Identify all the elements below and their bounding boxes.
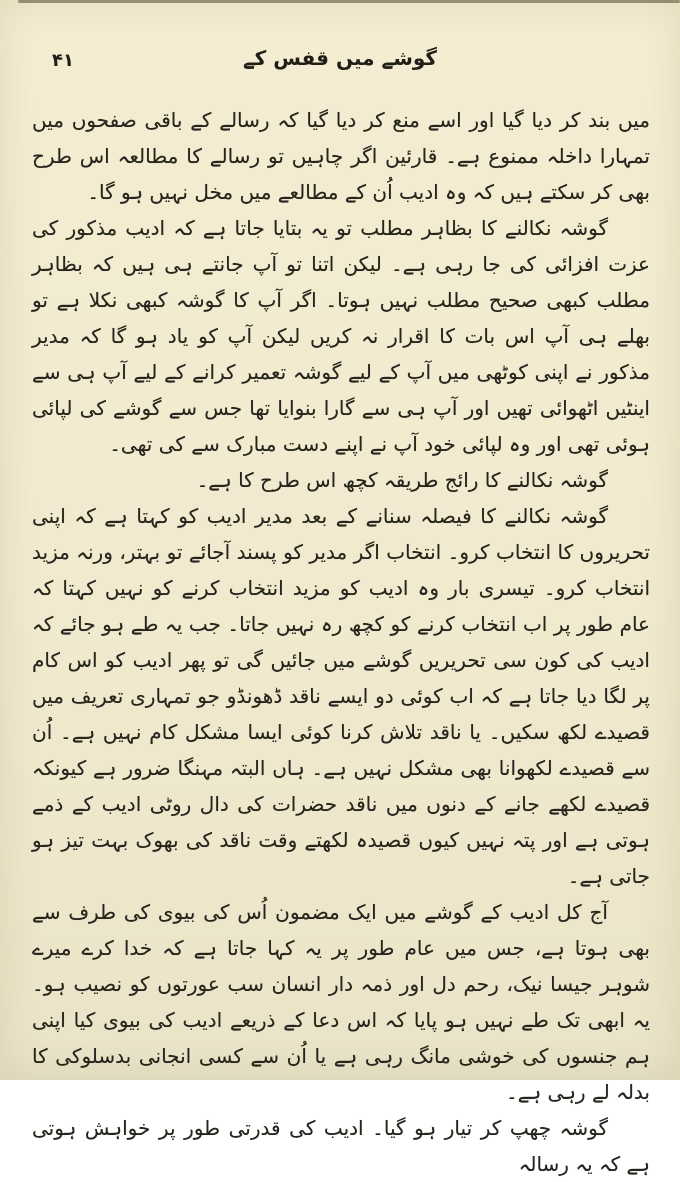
- body-paragraph: گوشہ نکالنے کا بظاہر مطلب تو یہ بتایا جاتا ہے کہ ادیب مذکور کی عزت افزائی کی جا رہی ہے۔ لیکن اتنا تو آپ جانتے ہی ہیں کہ بظاہر مطلب کبھی صحیح مطلب نہیں ہوتا۔ اگر آپ کا گوشہ کبھی نکلا ہے تو بھلے ہی آپ اس بات کا اقرار نہ کریں لیکن آپ کو یاد ہو گا کہ مدیر مذکور نے اپنی کوٹھی میں آپ کے لیے گوشہ تعمیر کرانے کے لیے آپ ہی سے اینٹیں اٹھوائی تھیں اور آپ ہی سے گارا بنوایا تھا جس سے گوشے کی لپائی ہوئی تھی اور وہ لپائی خود آپ نے اپنے دست مبارک سے کی تھی۔: [32, 216, 650, 456]
- body-paragraph-continuation: میں بند کر دیا گیا اور اسے منع کر دیا گیا کہ رسالے کے باقی صفحوں میں تمہارا داخلہ ممنوع ہے۔ قارئین اگر چاہیں تو رسالے کا مطالعہ اس طرح بھی کر سکتے ہیں کہ وہ ادیب اُن کے مطالعے میں مخل نہیں ہو گا۔: [32, 108, 650, 204]
- body-paragraph: گوشہ نکالنے کا فیصلہ سنانے کے بعد مدیر ادیب کو کہتا ہے کہ اپنی تحریروں کا انتخاب کرو۔ انتخاب اگر مدیر کو پسند آجائے تو بہتر، ورنہ مزید انتخاب کرو۔ تیسری بار وہ ادیب کو مزید انتخاب کرنے کو نہیں کہتا کہ عام طور پر اب انتخاب کرنے کو کچھ رہ نہیں جاتا۔ جب یہ طے ہو جائے کہ ادیب کی کون سی تحریریں گوشے میں جائیں گی تو پھر ادیب کو اس کام پر لگا دیا جاتا ہے کہ اب کوئی دو ایسے ناقد ڈھونڈو جو تمہاری تعریف میں قصیدے لکھ سکیں۔ یا ناقد تلاش کرنا کوئی ایسا مشکل کام نہیں ہے۔ اُن سے قصیدے لکھوانا بھی مشکل نہیں ہے۔ ہاں البتہ مہنگا ضرور ہے کیونکہ قصیدے لکھے جانے کے دنوں میں ناقد حضرات کی دال روٹی ادیب کے ذمے ہوتی ہے اور پتہ نہیں کیوں قصیدہ لکھتے وقت ناقد کی بھوک بہت تیز ہو جاتی ہے۔: [32, 504, 650, 888]
- page-number: ۴۱: [52, 50, 74, 71]
- body-paragraph: آج کل ادیب کے گوشے میں ایک مضمون اُس کی بیوی کی طرف سے بھی ہوتا ہے، جس میں عام طور پر یہ کہا جاتا ہے کہ خدا کرے میرے شوہر جیسا نیک، رحم دل اور ذمہ دار انسان سب عورتوں کو نصیب ہو۔ یہ ابھی تک طے نہیں ہو پایا کہ اس دعا کے ذریعے ادیب کی بیوی کیا اپنی ہم جنسوں کی خوشی مانگ رہی ہے یا اُن سے کسی انجانی بدسلوکی کا بدلہ لے رہی ہے۔: [32, 900, 650, 1104]
- page-header: [0, 0, 680, 88]
- body-text: [0, 88, 680, 1182]
- running-title: گوشے میں قفس کے: [242, 46, 438, 70]
- body-paragraph: گوشہ چھپ کر تیار ہو گیا۔ ادیب کی قدرتی طور پر خواہش ہوتی ہے کہ یہ رسالہ: [32, 1116, 650, 1176]
- body-paragraph: گوشہ نکالنے کا رائج طریقہ کچھ اس طرح کا ہے۔: [196, 468, 608, 492]
